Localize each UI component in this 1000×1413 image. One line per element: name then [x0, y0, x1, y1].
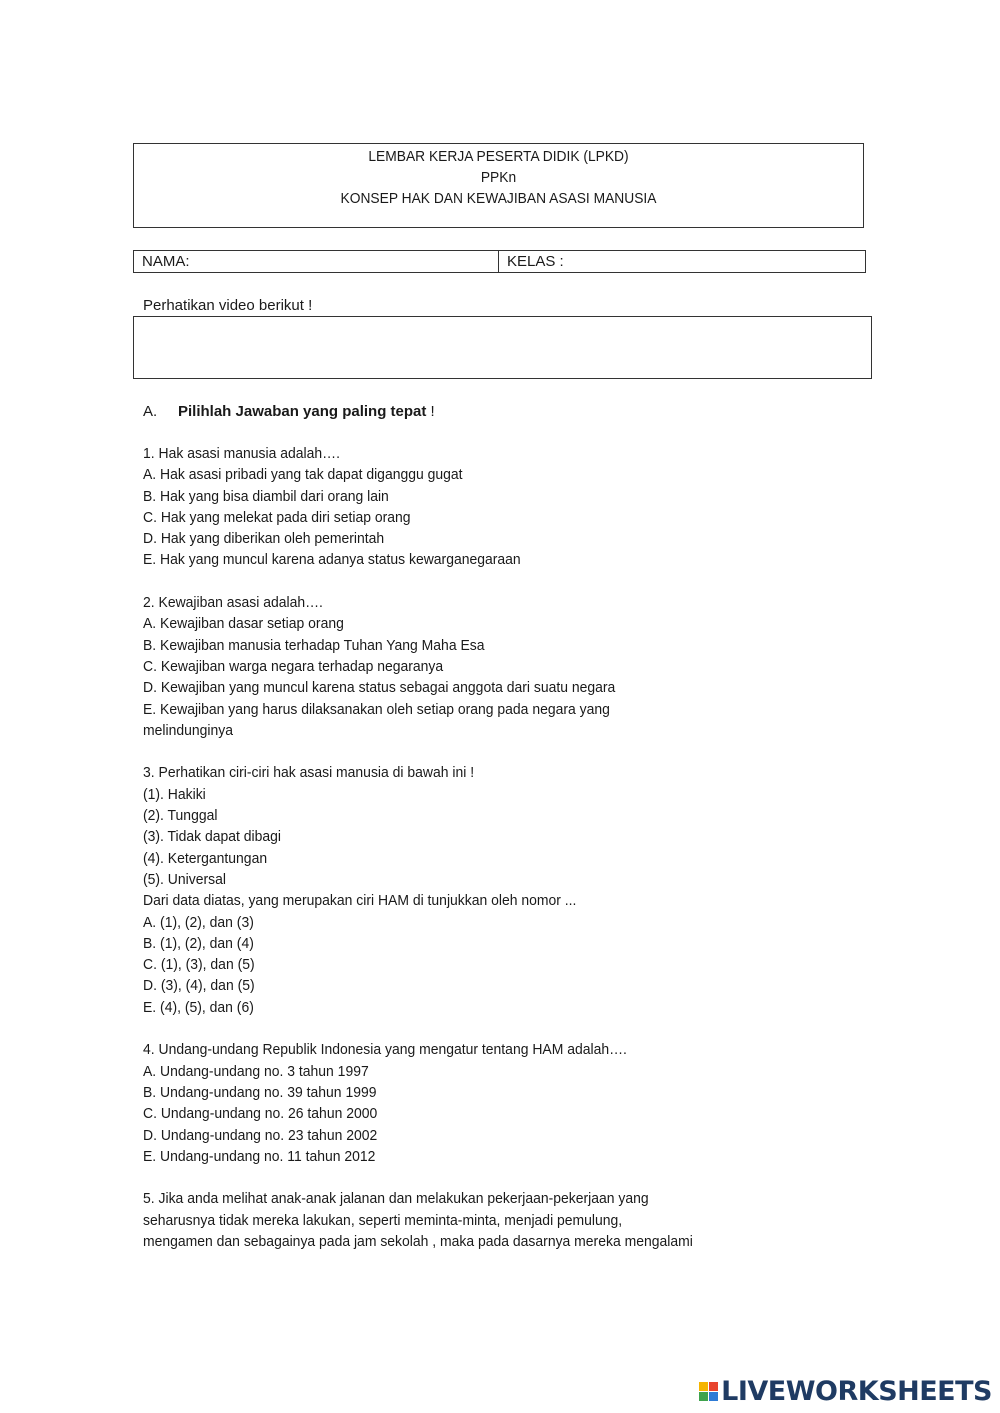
header-topic: KONSEP HAK DAN KEWAJIBAN ASASI MANUSIA [340, 190, 657, 207]
question-line: B. (1), (2), dan (4) [143, 934, 254, 952]
video-placeholder[interactable] [133, 316, 872, 379]
question-line: E. Hak yang muncul karena adanya status kewarganegaraan [143, 551, 521, 569]
question-line: A. Undang-undang no. 3 tahun 1997 [143, 1062, 369, 1080]
question-4 [143, 1039, 863, 1167]
question-line: C. (1), (3), dan (5) [143, 956, 255, 974]
question-line: (1). Hakiki [143, 785, 206, 803]
question-stem: 5. Jika anda melihat anak-anak jalanan dan melakukan pekerjaan-pekerjaan yang [143, 1190, 649, 1208]
section-letter: A. [143, 403, 158, 420]
question-line: D. Undang-undang no. 23 tahun 2002 [143, 1126, 378, 1144]
student-identity-row [133, 250, 866, 273]
question-line: C. Hak yang melekat pada diri setiap orang [143, 508, 411, 526]
name-field[interactable] [134, 251, 499, 272]
question-line: (3). Tidak dapat dibagi [143, 828, 282, 846]
question-line: A. Kewajiban dasar setiap orang [143, 615, 344, 633]
question-line: C. Undang-undang no. 26 tahun 2000 [143, 1105, 378, 1123]
question-line: D. Kewajiban yang muncul karena status sebagai anggota dari suatu negara [143, 679, 616, 697]
question-5 [143, 1188, 863, 1252]
question-line: A. (1), (2), dan (3) [143, 913, 254, 931]
question-line: Dari data diatas, yang merupakan ciri HAM di tunjukkan oleh nomor ... [143, 892, 577, 910]
logo-tiles-icon [699, 1382, 718, 1401]
question-line: E. Kewajiban yang harus dilaksanakan oleh setiap orang pada negara yang [143, 700, 610, 718]
question-line: D. (3), (4), dan (5) [143, 977, 255, 995]
header-subject: PPKn [480, 169, 517, 186]
brand-text: LIVEWORKSHEETS [721, 1376, 992, 1407]
video-instruction: Perhatikan video berikut ! [143, 297, 313, 314]
question-stem: 3. Perhatikan ciri-ciri hak asasi manusia di bawah ini ! [143, 764, 475, 782]
question-line: D. Hak yang diberikan oleh pemerintah [143, 530, 385, 548]
class-field[interactable] [499, 251, 572, 272]
question-line: mengamen dan sebagainya pada jam sekolah , maka pada dasarnya mereka mengalami [143, 1232, 693, 1250]
question-1 [143, 443, 863, 571]
question-line: E. Undang-undang no. 11 tahun 2012 [143, 1147, 376, 1165]
class-label: KELAS : [507, 253, 564, 270]
section-a-heading [143, 401, 435, 422]
question-line: B. Hak yang bisa diambil dari orang lain [143, 487, 389, 505]
section-title-tail: ! [426, 403, 435, 420]
question-line: C. Kewajiban warga negara terhadap negaranya [143, 657, 444, 675]
question-stem: 2. Kewajiban asasi adalah…. [143, 594, 323, 612]
question-3 [143, 762, 863, 1018]
question-line: (5). Universal [143, 870, 226, 888]
question-stem: 4. Undang-undang Republik Indonesia yang mengatur tentang HAM adalah…. [143, 1041, 627, 1059]
question-line: A. Hak asasi pribadi yang tak dapat diganggu gugat [143, 466, 463, 484]
worksheet-header [133, 143, 864, 228]
question-line: E. (4), (5), dan (6) [143, 998, 254, 1016]
question-line: (2). Tunggal [143, 807, 218, 825]
name-label: NAMA: [142, 253, 190, 270]
section-title: Pilihlah Jawaban yang paling tepat [178, 403, 427, 420]
question-stem: 1. Hak asasi manusia adalah…. [143, 445, 340, 462]
question-line: (4). Ketergantungan [143, 849, 268, 867]
question-2 [143, 592, 863, 741]
question-list [143, 443, 863, 1274]
header-title: LEMBAR KERJA PESERTA DIDIK (LPKD) [368, 148, 629, 165]
question-line: seharusnya tidak mereka lakukan, seperti meminta-minta, menjadi pemulung, [143, 1211, 623, 1229]
liveworksheets-logo [699, 1376, 992, 1407]
question-line: B. Undang-undang no. 39 tahun 1999 [143, 1083, 377, 1101]
question-line: B. Kewajiban manusia terhadap Tuhan Yang Maha Esa [143, 636, 485, 654]
question-line: melindunginya [143, 721, 233, 739]
